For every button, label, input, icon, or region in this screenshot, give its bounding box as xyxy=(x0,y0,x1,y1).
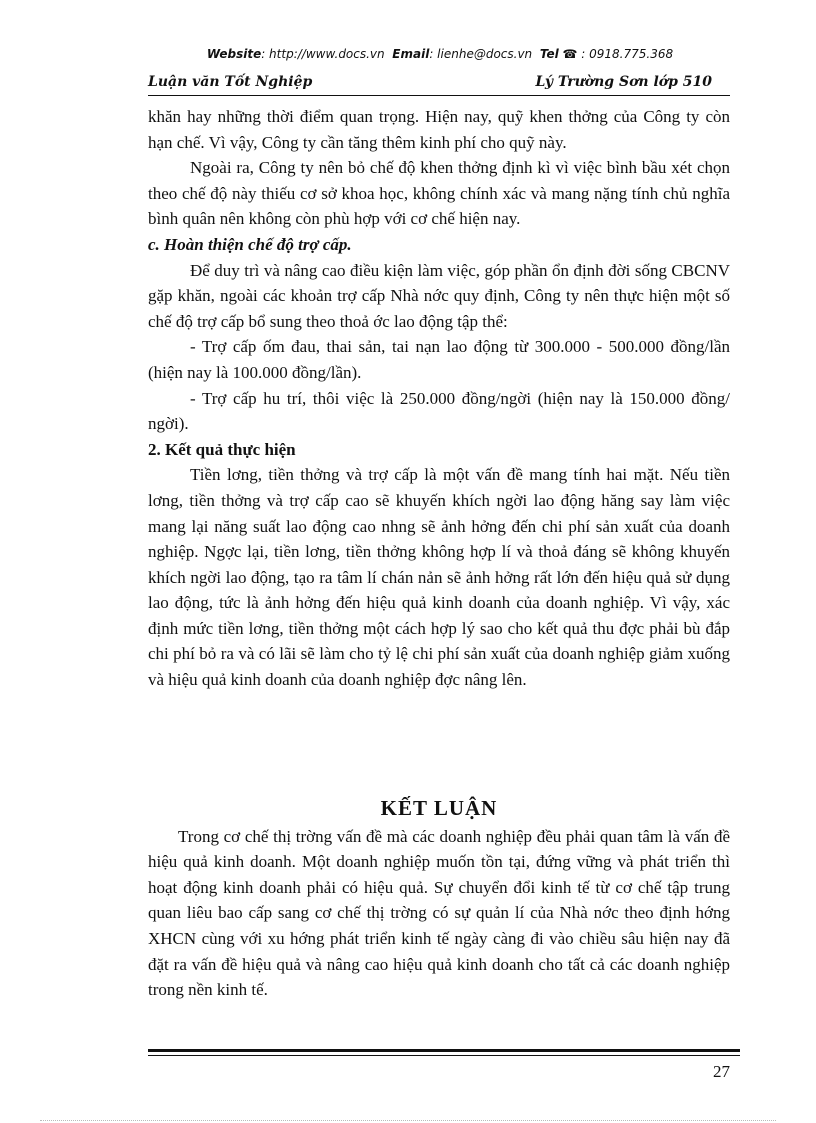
list-item: - Trợ cấp hu trí, thôi việc là 250.000 đồng/ngời (hiện nay là 150.000 đồng/ ngời). xyxy=(148,388,730,434)
paragraph: khăn hay những thời điểm quan trọng. Hiện nay, quỹ khen thởng của Công ty còn hạn chế. Vì vậy, Công ty cần tăng thêm kinh phí cho quỹ này. xyxy=(148,107,730,152)
email-address[interactable]: : lienhe@docs.vn xyxy=(429,47,533,61)
paragraph: Tiền lơng, tiền thởng và trợ cấp là một vấn đề mang tính hai mặt. Nếu tiền lơng, tiền thởng và trợ cấp cao sẽ khuyến khích ngời lao động hăng say làm việc mang lại năng suất lao động cao nhng sẽ ảnh hởng đến chi phí sản xuất của doanh nghiệp. Ngợc lại, tiền lơng, tiền thởng không hợp lí và thoả đáng sẽ không khuyến khích ngời lao động, tạo ra tâm lí chán nản sẽ ảnh hởng rất lớn đến hiệu quả sử dụng lao động, tức là ảnh hởng đến hiệu quả kinh doanh của doanh nghiệp. Vì vậy, xác định mức tiền lơng, tiền thởng một cách hợp lý sao cho kết quả thu đợc phải bù đắp chi phí bỏ ra và có lãi sẽ làm cho tỷ lệ chi phí sản xuất của doanh nghiệp giảm xuống và hiệu quả kinh doanh của doanh nghiệp đợc nâng lên. xyxy=(148,465,730,690)
conclusion-title: KẾT LUẬN xyxy=(380,796,498,820)
thesis-title: Luận văn Tốt Nghiệp xyxy=(148,74,313,90)
paragraph: Để duy trì và nâng cao điều kiện làm việc, góp phần ổn định đời sống CBCNV gặp khăn, ngoài các khoản trợ cấp Nhà nớc quy định, Công ty nên thực hiện một số chế độ trợ cấp bổ sung theo thoả ớc lao động tập thể: xyxy=(148,260,730,331)
website-label: Website xyxy=(206,47,262,61)
footer-rule xyxy=(148,1055,740,1056)
header-rule xyxy=(148,95,730,96)
list-item: - Trợ cấp ốm đau, thai sản, tai nạn lao động từ 300.000 - 500.000 đồng/lần (hiện nay là 100.000 đồng/lần). xyxy=(148,337,730,382)
thesis-header xyxy=(148,74,730,94)
website-url[interactable]: : http://www.docs.vn xyxy=(261,47,385,61)
website-header xyxy=(150,47,730,61)
section-heading-2: 2. Kết quả thực hiện xyxy=(148,439,296,459)
body-text xyxy=(148,104,730,693)
email-label: Email xyxy=(392,47,430,61)
page-edge-divider xyxy=(40,1120,776,1121)
tel-label: Tel xyxy=(539,47,559,61)
phone-number: ☎ : 0918.775.368 xyxy=(558,47,674,61)
section-heading-c: c. Hoàn thiện chế độ trợ cấp. xyxy=(148,234,352,254)
author-name: Lý Trường Sơn lớp 510 xyxy=(535,74,712,90)
page-number: 27 xyxy=(713,1062,730,1081)
paragraph: Ngoài ra, Công ty nên bỏ chế độ khen thởng định kì vì việc bình bầu xét chọn theo chế độ này thiếu cơ sở khoa học, không chính xác và mang nặng tính chủ nghĩa bình quân nên không còn phù hợp với cơ chế hiện nay. xyxy=(148,158,730,229)
footer-rule xyxy=(148,1049,740,1052)
conclusion-paragraph: Trong cơ chế thị trờng vấn đề mà các doanh nghiệp đều phải quan tâm là vấn đề hiệu quả kinh doanh. Một doanh nghiệp muốn tồn tại, đứng vững và phát triển thì hoạt động kinh doanh phải có hiệu quả. Sự chuyển đổi kinh tế từ cơ chế tập trung quan liêu bao cấp sang cơ chế thị trờng có sự quản lí của Nhà nớc theo định hớng XHCN cùng với xu hớng phát triển kinh tế ngày càng đi vào chiều sâu hiện nay đã đặt ra vấn đề hiệu quả và nâng cao hiệu quả kinh doanh cho tất cả các doanh nghiệp trong nền kinh tế. xyxy=(148,826,730,1000)
conclusion-section xyxy=(148,796,730,1003)
